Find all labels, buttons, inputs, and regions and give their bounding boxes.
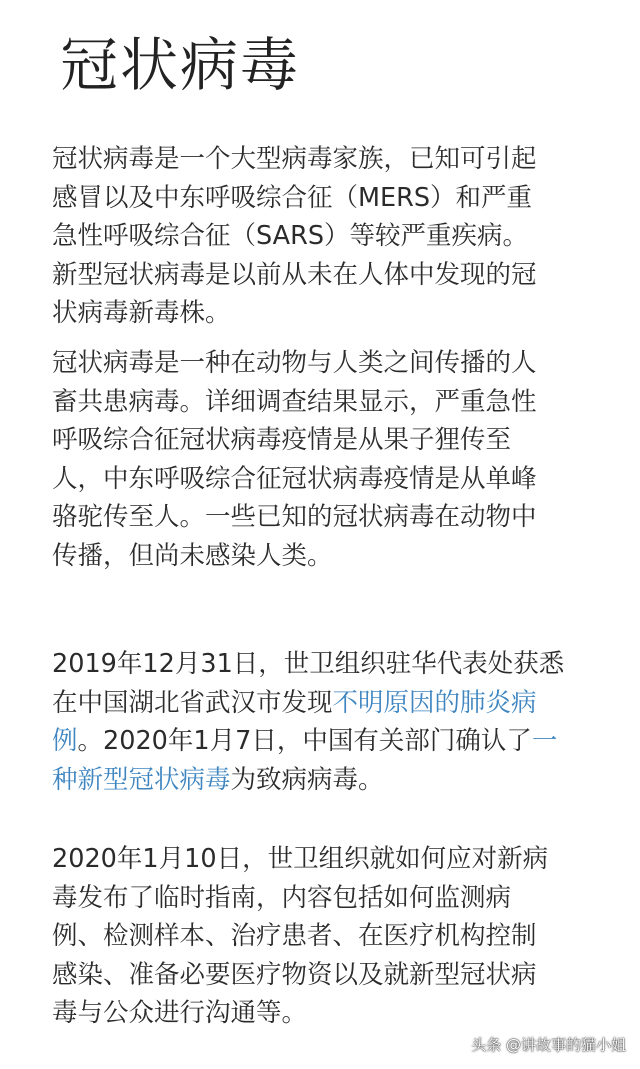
page-title: 冠状病毒	[60, 31, 301, 99]
text-segment: 。2020年1月7日，中国有关部门确认了	[77, 726, 532, 757]
link-pneumonia-cases[interactable]: 不明原因的肺炎病	[332, 687, 537, 718]
text-line: 畜共患病毒。详细调查结果显示，严重急性	[52, 386, 537, 417]
text-line: 急性呼吸综合征（SARS）等较严重疾病。	[52, 221, 529, 252]
text-line: 2020年1月10日，世卫组织就如何应对新病	[52, 844, 549, 874]
text-line: 新型冠状病毒是以前从未在人体中发现的冠	[52, 259, 537, 290]
text-line: 毒发布了临时指南，内容包括如何监测病	[52, 882, 512, 913]
text-line: 感冒以及中东呼吸综合征（MERS）和严重	[52, 182, 533, 213]
text-line: 呼吸综合征冠状病毒疫情是从果子狸传至	[52, 425, 512, 456]
text-line: 感染、准备必要医疗物资以及就新型冠状病	[52, 959, 537, 990]
paragraph-intro	[52, 140, 582, 333]
link-novel-coronavirus-cont[interactable]: 种新型冠状病毒	[52, 764, 231, 795]
text-line: 人，中东呼吸综合征冠状病毒疫情是从单峰	[52, 463, 537, 494]
text-line: 冠状病毒是一个大型病毒家族，已知可引起	[52, 144, 537, 174]
text-line: 状病毒新毒株。	[52, 298, 231, 329]
text-line	[52, 761, 582, 800]
text-line	[52, 684, 582, 723]
text-line: 2019年12月31日，世卫组织驻华代表处获悉	[52, 649, 565, 679]
text-segment: 在中国湖北省武汉市发现	[52, 687, 333, 718]
text-line: 骆驼传至人。一些已知的冠状病毒在动物中	[52, 502, 537, 533]
watermark: 头条 @讲故事的猫小姐	[471, 1036, 626, 1054]
text-line: 传播，但尚未感染人类。	[52, 540, 333, 571]
text-line: 冠状病毒是一种在动物与人类之间传播的人	[52, 348, 537, 378]
link-pneumonia-cases-cont[interactable]: 例	[52, 726, 78, 757]
paragraph-transmission	[52, 344, 582, 576]
paragraph-timeline	[52, 645, 582, 799]
link-novel-coronavirus[interactable]: 一	[531, 726, 558, 757]
paragraph-guidance	[52, 840, 582, 1033]
text-line: 例、检测样本、治疗患者、在医疗机构控制	[52, 921, 537, 952]
text-line: 毒与公众进行沟通等。	[52, 998, 308, 1029]
text-segment: 为致病病毒。	[230, 764, 384, 795]
text-line	[52, 722, 582, 761]
